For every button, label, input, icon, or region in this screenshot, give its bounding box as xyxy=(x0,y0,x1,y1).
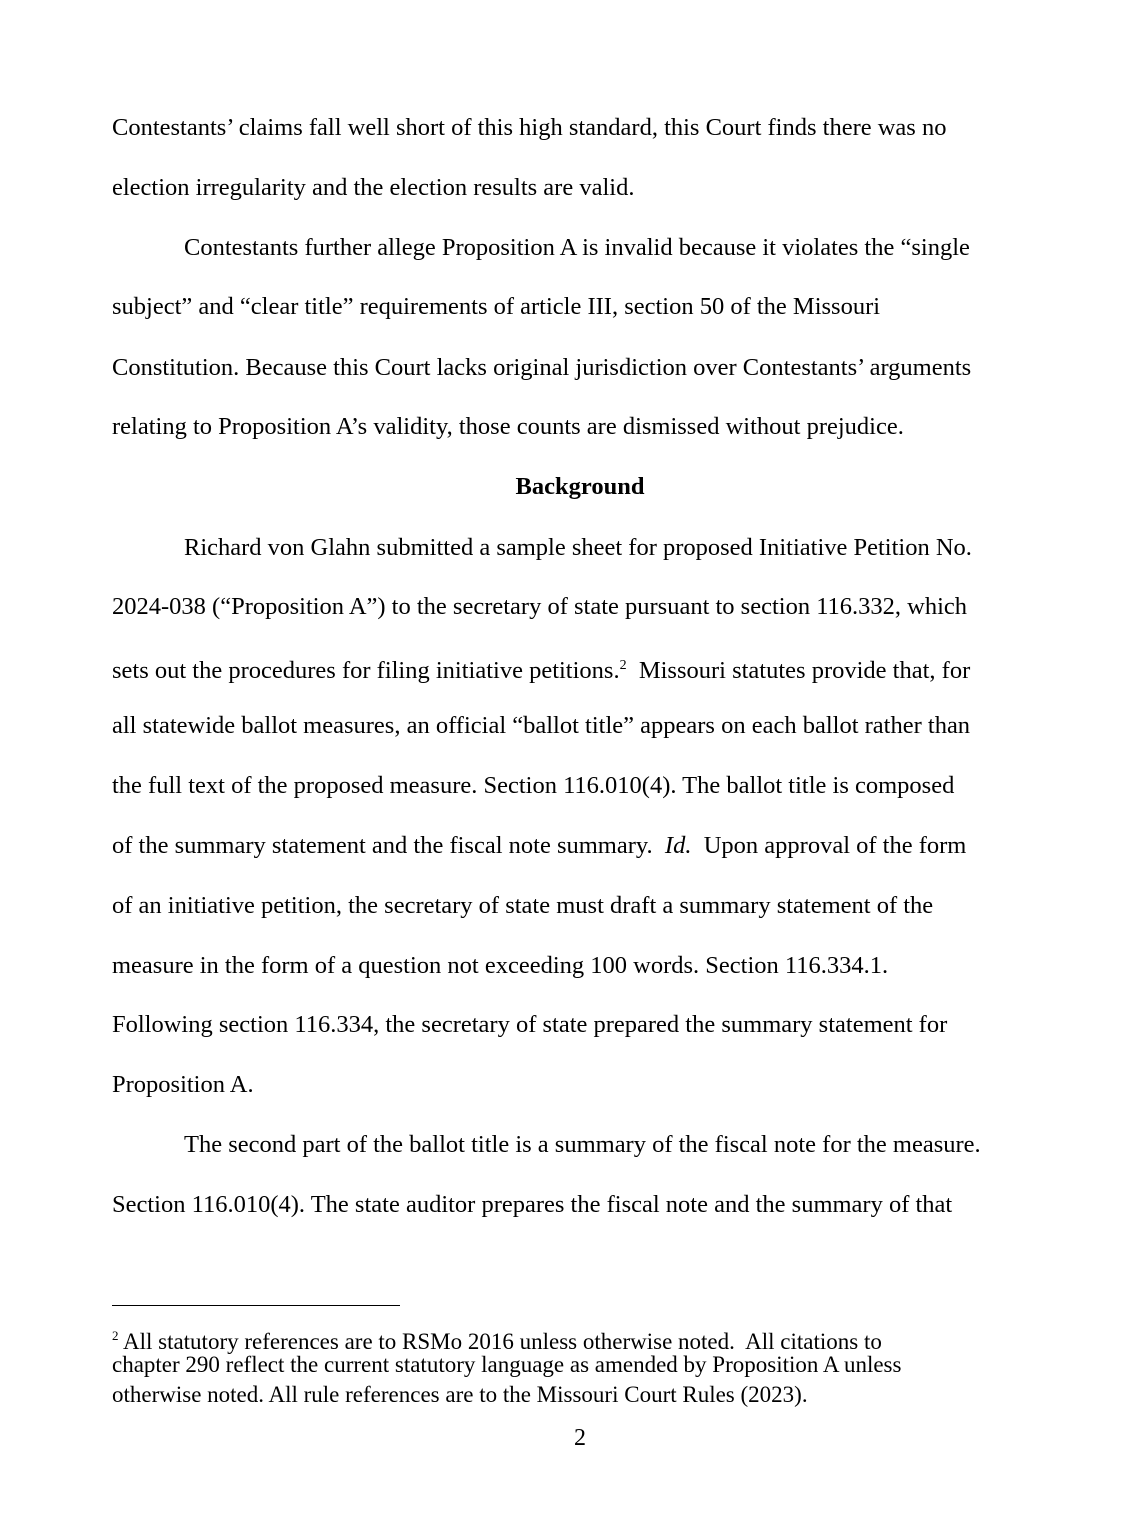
body-text: Missouri statutes provide that, for xyxy=(626,657,971,684)
body-line: Constitution. Because this Court lacks original jurisdiction over Contestants’ arguments xyxy=(112,354,972,381)
body-line: of an initiative petition, the secretary of state must draft a summary statement of the xyxy=(112,892,934,919)
body-line: all statewide ballot measures, an official “ballot title” appears on each ballot rather than xyxy=(112,712,971,739)
body-line: subject” and “clear title” requirements of article III, section 50 of the Missouri xyxy=(112,293,881,320)
body-text: of the summary statement and the fiscal note summary. xyxy=(112,832,665,859)
body-line: Contestants further allege Proposition A is invalid because it violates the “single xyxy=(184,234,970,261)
body-line: election irregularity and the election results are valid. xyxy=(112,174,635,201)
body-line: Proposition A. xyxy=(112,1071,254,1098)
body-line: Following section 116.334, the secretary of state prepared the summary statement for xyxy=(112,1011,948,1038)
body-line: Section 116.010(4). The state auditor prepares the fiscal note and the summary of that xyxy=(112,1191,953,1218)
body-line xyxy=(112,831,966,861)
body-line: measure in the form of a question not exceeding 100 words. Section 116.334.1. xyxy=(112,952,889,979)
footnote-line: chapter 290 reflect the current statutory language as amended by Proposition A unless xyxy=(112,1352,902,1377)
body-line xyxy=(112,651,970,686)
footnote-separator xyxy=(112,1305,400,1306)
body-line: 2024-038 (“Proposition A”) to the secretary of state pursuant to section 116.332, which xyxy=(112,593,968,620)
body-text: Upon approval of the form xyxy=(691,832,967,859)
footnote-reference[interactable]: 2 xyxy=(619,658,627,673)
section-heading: Background xyxy=(515,473,645,500)
footnote-text: All statutory references are to RSMo 2016 unless otherwise noted. All citations to xyxy=(118,1329,882,1354)
body-line: The second part of the ballot title is a summary of the fiscal note for the measure. xyxy=(184,1131,981,1158)
body-line: relating to Proposition A’s validity, those counts are dismissed without prejudice. xyxy=(112,413,904,440)
footnote-line: otherwise noted. All rule references are to the Missouri Court Rules (2023). xyxy=(112,1382,808,1407)
footnote-marker: 2 xyxy=(112,1328,119,1343)
body-line: Richard von Glahn submitted a sample sheet for proposed Initiative Petition No. xyxy=(184,534,972,561)
body-line: the full text of the proposed measure. Section 116.010(4). The ballot title is composed xyxy=(112,772,955,799)
body-line: Contestants’ claims fall well short of this high standard, this Court finds there was no xyxy=(112,114,947,141)
page-number: 2 xyxy=(574,1425,586,1451)
citation-id: Id. xyxy=(664,832,692,859)
body-text: sets out the procedures for filing initiative petitions. xyxy=(112,657,620,684)
